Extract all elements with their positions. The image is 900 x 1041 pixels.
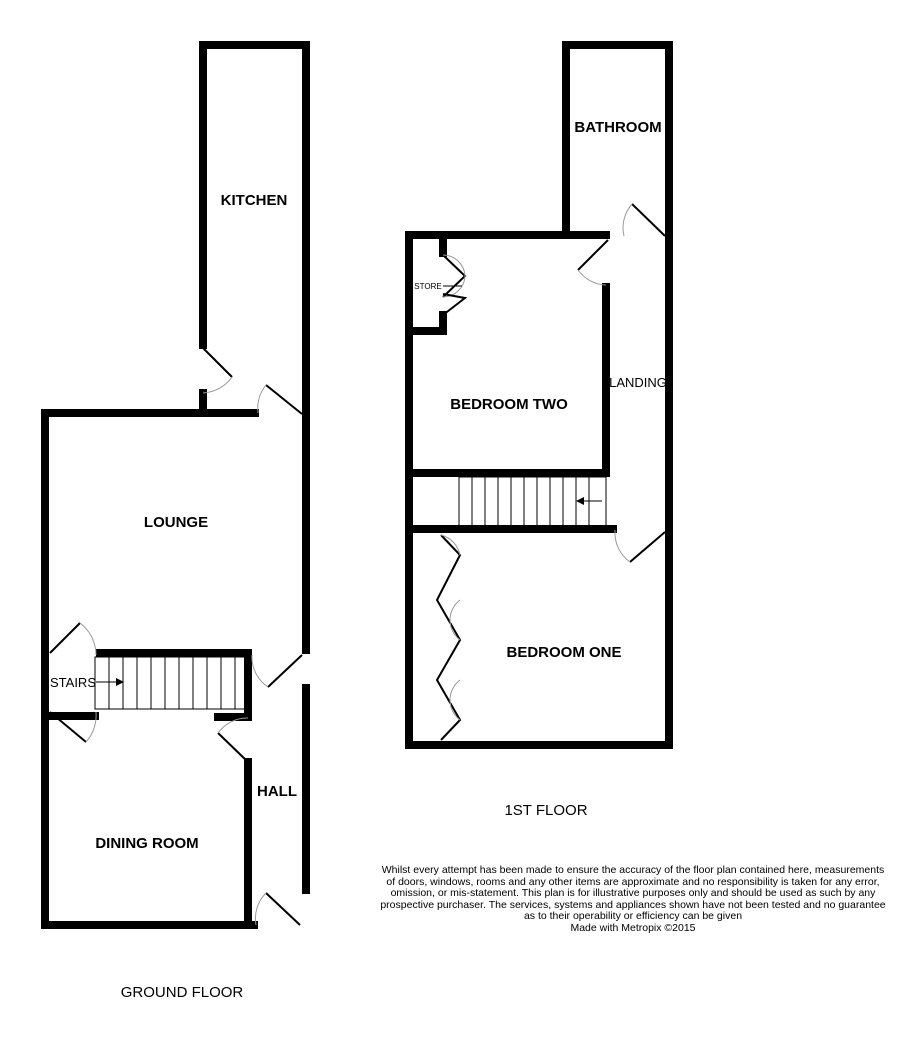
bathroom-label: BATHROOM bbox=[574, 119, 662, 136]
first-floor-title: 1ST FLOOR bbox=[504, 802, 588, 819]
disclaimer-line: as to their operability or efficiency can be given bbox=[523, 910, 743, 922]
first-floor-plan bbox=[409, 45, 669, 819]
bedroom-one-label: BEDROOM ONE bbox=[506, 644, 622, 661]
bathroom-wall bbox=[566, 45, 669, 236]
kitchen-wall bbox=[203, 45, 306, 412]
kitchen-label: KITCHEN bbox=[220, 192, 288, 209]
dining-room-label: DINING ROOM bbox=[95, 835, 199, 852]
hall-label: HALL bbox=[257, 783, 297, 800]
disclaimer bbox=[358, 865, 900, 934]
disclaimer-line: prospective purchaser. The services, systems and appliances shown have not been tested and no guarantee bbox=[380, 898, 886, 911]
disclaimer-line: omission, or mis-statement. This plan is for illustrative purposes only and should be used as such by any bbox=[390, 887, 876, 899]
ground-floor-plan bbox=[45, 45, 306, 1001]
disclaimer-line: of doors, windows, rooms and any other items are approximate and no responsibility is taken for any error, bbox=[386, 875, 880, 888]
disclaimer-credit: Made with Metropix ©2015 bbox=[570, 921, 696, 934]
lounge-label: LOUNGE bbox=[143, 514, 209, 531]
disclaimer-line: Whilst every attempt has been made to ensure the accuracy of the floor plan contained here, measurements bbox=[381, 864, 885, 876]
bedroom-two-label: BEDROOM TWO bbox=[450, 396, 568, 413]
store-wall-lower bbox=[413, 315, 443, 331]
ground-floor-title: GROUND FLOOR bbox=[120, 984, 244, 1001]
stair-wall bbox=[100, 653, 248, 716]
stairs-label: STAIRS bbox=[50, 675, 96, 690]
ground-stairs bbox=[95, 657, 245, 709]
store-label: STORE bbox=[414, 282, 442, 291]
landing-label: LANDING bbox=[609, 375, 667, 390]
first-stairs bbox=[459, 477, 606, 526]
